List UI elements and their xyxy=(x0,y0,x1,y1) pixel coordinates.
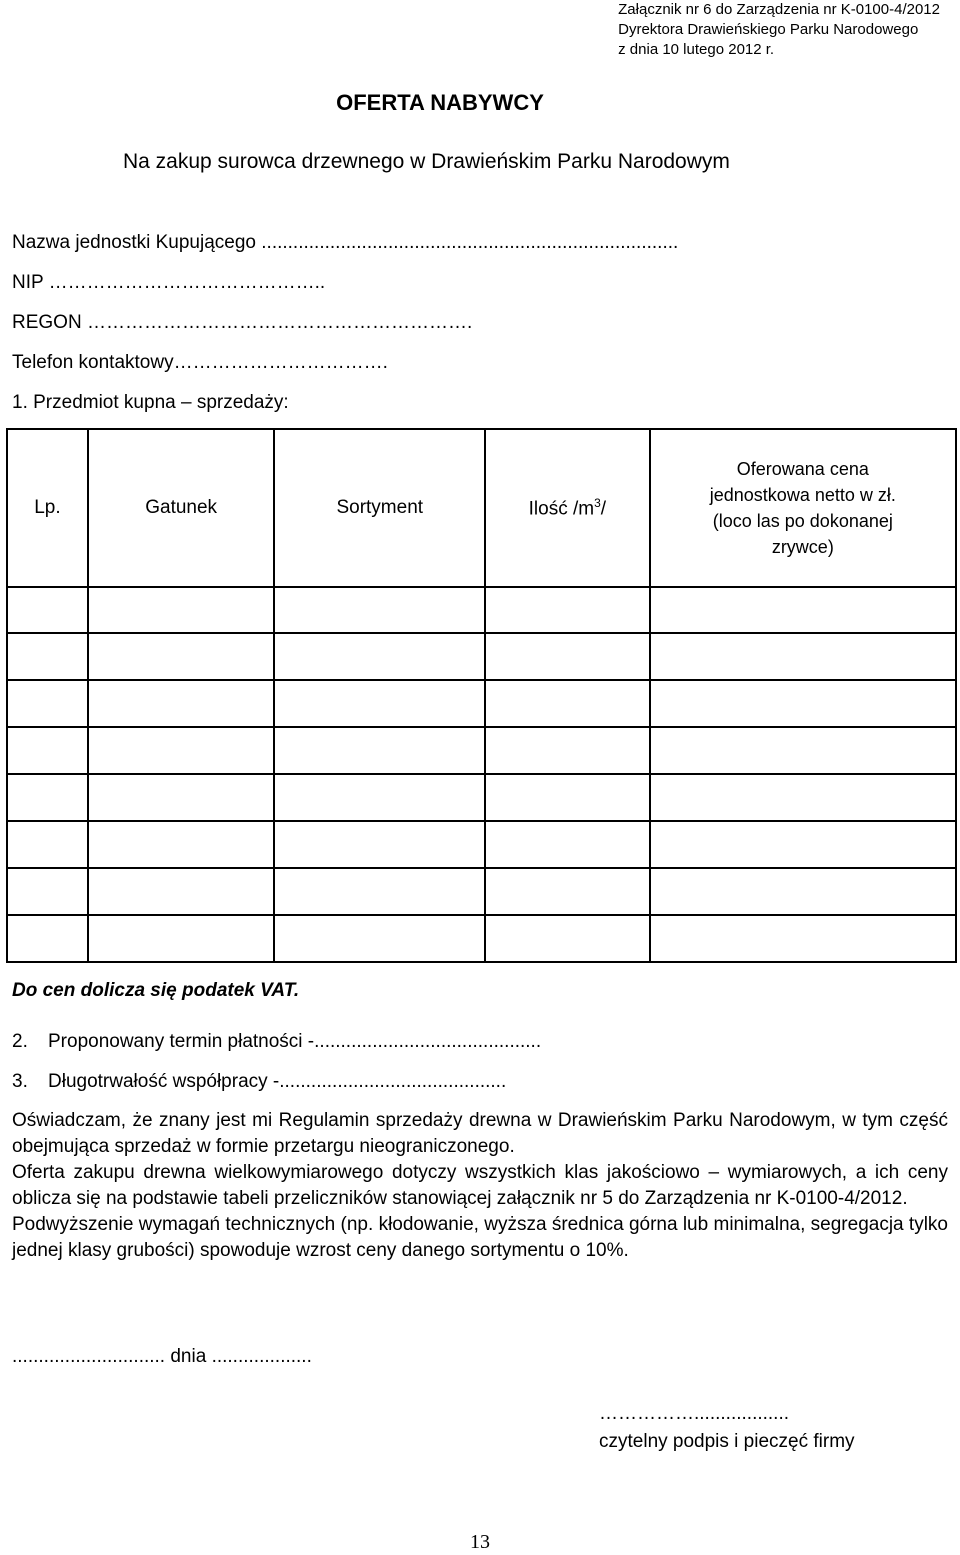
declaration-paragraph-2: Oferta zakupu drewna wielkowymiarowego dotyczy wszystkich klas jakościowo – wymiarowych, a ich ceny oblicza się na podstawie tabeli przeliczników stanowiącej załącznik nr 5 do Zarządzenia nr K-0100-4/2012. xyxy=(12,1162,948,1209)
table-cell[interactable] xyxy=(650,680,956,727)
table-cell[interactable] xyxy=(88,587,275,633)
table-cell[interactable] xyxy=(650,587,956,633)
table-cell[interactable] xyxy=(485,821,650,868)
table-cell[interactable] xyxy=(88,633,275,680)
table-cell[interactable] xyxy=(274,774,485,821)
attachment-header xyxy=(618,0,940,60)
table-cell[interactable] xyxy=(650,727,956,774)
table-cell[interactable] xyxy=(88,915,275,962)
table-cell[interactable] xyxy=(7,587,88,633)
table-row xyxy=(7,727,956,774)
table-cell[interactable] xyxy=(485,587,650,633)
table-cell[interactable] xyxy=(7,821,88,868)
table-cell[interactable] xyxy=(650,821,956,868)
header-lp: Lp. xyxy=(7,429,88,587)
table-row xyxy=(7,821,956,868)
table-cell[interactable] xyxy=(88,680,275,727)
table-cell[interactable] xyxy=(650,868,956,915)
table-cell[interactable] xyxy=(485,680,650,727)
table-cell[interactable] xyxy=(485,774,650,821)
table-row xyxy=(7,868,956,915)
declaration-text xyxy=(12,1108,948,1264)
header-offer-price xyxy=(650,429,956,587)
nip-field: NIP …………………………………….. xyxy=(12,272,326,293)
payment-term-number: 2. xyxy=(12,1031,28,1052)
table-cell[interactable] xyxy=(7,727,88,774)
buyer-name-field: Nazwa jednostki Kupującego ............................................................................... xyxy=(12,232,679,253)
table-row xyxy=(7,633,956,680)
table-cell[interactable] xyxy=(485,633,650,680)
table-cell[interactable] xyxy=(650,915,956,962)
table-cell[interactable] xyxy=(7,633,88,680)
table-cell[interactable] xyxy=(7,774,88,821)
table-cell[interactable] xyxy=(7,868,88,915)
document-subtitle: Na zakup surowca drzewnego w Drawieńskim Parku Narodowym xyxy=(123,150,730,173)
table-cell[interactable] xyxy=(88,774,275,821)
table-row xyxy=(7,774,956,821)
table-cell[interactable] xyxy=(274,680,485,727)
header-quantity-suffix: / xyxy=(600,498,607,520)
declaration-paragraph-1: Oświadczam, że znany jest mi Regulamin sprzedaży drewna w Drawieńskim Parku Narodowym, w tym część obejmująca sprzedaż w formie przetargu nieograniczonego. xyxy=(12,1110,948,1157)
regon-field: REGON ……………………………………………………. xyxy=(12,312,473,333)
subject-heading: 1. Przedmiot kupna – sprzedaży: xyxy=(12,392,289,413)
table-row xyxy=(7,915,956,962)
signature-label: czytelny podpis i pieczęć firmy xyxy=(599,1431,855,1452)
table-cell[interactable] xyxy=(485,868,650,915)
table-cell[interactable] xyxy=(88,821,275,868)
header-offer-price-line2: jednostkowa netto w zł. xyxy=(709,485,896,505)
header-assortment: Sortyment xyxy=(274,429,485,587)
table-cell[interactable] xyxy=(650,774,956,821)
table-cell[interactable] xyxy=(88,727,275,774)
document-title-wrap xyxy=(0,90,960,116)
page-number-wrap xyxy=(0,1531,960,1554)
table-cell[interactable] xyxy=(7,915,88,962)
table-cell[interactable] xyxy=(274,587,485,633)
payment-term-text: Proponowany termin płatności -........................................... xyxy=(48,1031,542,1052)
header-offer-price-line3: (loco las po dokonanej xyxy=(712,511,893,531)
cooperation-duration-text: Długotrwałość współpracy -........................................... xyxy=(48,1071,507,1092)
table-cell[interactable] xyxy=(485,727,650,774)
attachment-header-line3: z dnia 10 lutego 2012 r. xyxy=(618,41,775,58)
attachment-header-line2: Dyrektora Drawieńskiego Parku Narodowego xyxy=(618,21,919,38)
declaration-paragraph-3: Podwyższenie wymagań technicznych (np. kłodowanie, wyższa średnica górna lub minimalna, segregacja tylko jednej klasy grubości) spowoduje wzrost ceny danego sortymentu o 10%. xyxy=(12,1214,948,1261)
table-cell[interactable] xyxy=(485,915,650,962)
table-cell[interactable] xyxy=(88,868,275,915)
table-header-row xyxy=(7,429,956,587)
payment-term-item xyxy=(12,1031,541,1053)
header-quantity-sup: 3 xyxy=(594,495,601,510)
table-cell[interactable] xyxy=(274,915,485,962)
signature-dots: …………….................. xyxy=(599,1403,790,1424)
cooperation-duration-item xyxy=(12,1071,506,1093)
table-cell[interactable] xyxy=(274,868,485,915)
vat-note: Do cen dolicza się podatek VAT. xyxy=(12,980,300,1001)
offer-table xyxy=(6,428,957,963)
table-cell[interactable] xyxy=(274,633,485,680)
cooperation-duration-number: 3. xyxy=(12,1071,28,1092)
header-species: Gatunek xyxy=(88,429,275,587)
header-quantity-text: Ilość /m xyxy=(528,498,595,520)
table-cell[interactable] xyxy=(650,633,956,680)
table-row xyxy=(7,587,956,633)
attachment-header-line1: Załącznik nr 6 do Zarządzenia nr K-0100-4/2012 xyxy=(618,1,940,18)
header-quantity xyxy=(485,429,650,587)
document-title: OFERTA NABYWCY xyxy=(336,90,544,115)
page-number: 13 xyxy=(470,1531,490,1553)
header-offer-price-line4: zrywce) xyxy=(771,537,834,557)
date-line: ............................. dnia ................... xyxy=(12,1346,312,1367)
table-cell[interactable] xyxy=(7,680,88,727)
table-row xyxy=(7,680,956,727)
header-offer-price-line1: Oferowana cena xyxy=(736,459,869,479)
table-cell[interactable] xyxy=(274,727,485,774)
phone-field: Telefon kontaktowy……………………………. xyxy=(12,352,388,373)
table-cell[interactable] xyxy=(274,821,485,868)
signature-block xyxy=(599,1400,855,1456)
